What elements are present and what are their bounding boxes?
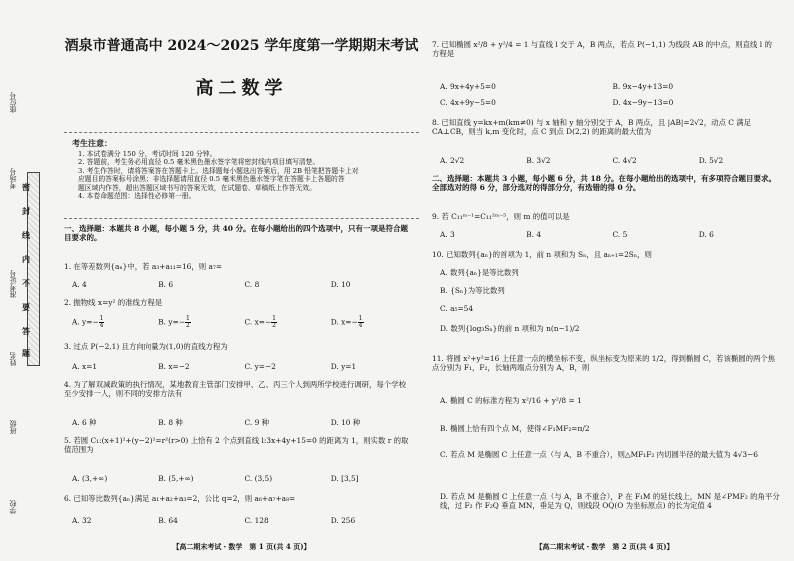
option: C. y=−2 <box>244 362 276 371</box>
question-1: 1. 在等差数列{aₙ}中，若 a₃+a₁₁=16，则 a₇= <box>64 262 223 271</box>
page-one-footer: 【高二期末考试・数学 第 1 页(共 4 页)】 <box>172 542 311 551</box>
question-11-option-a: A. 椭圆 C 的标准方程为 x²/16 + y²/8 = 1 <box>440 396 582 405</box>
seal-word: 内 <box>22 254 30 264</box>
option: A. x=1 <box>72 362 98 371</box>
divider <box>64 218 419 219</box>
question-10-option-c: C. a₅=54 <box>440 304 474 313</box>
question-8-options <box>440 156 785 165</box>
question-4-options <box>72 418 417 427</box>
option: A. 32 <box>72 516 92 525</box>
option: B. y=− $\frac{1}{2}$ <box>158 315 190 329</box>
binding-sidebar <box>0 0 46 561</box>
question-9-options <box>440 230 785 239</box>
question-5: 5. 若圆 C₁:(x+1)²+(y−2)²=r²(r>0) 上恰有 2 个点到直线 l:3x+4y+15=0 的距离为 1，则实数 r 的取值范围为 <box>64 436 409 455</box>
admission-number-field: 准考证号 <box>9 270 17 298</box>
option: B. 8 种 <box>158 418 183 427</box>
option: B. (5,+∞) <box>158 474 194 483</box>
option: A. 4 <box>72 280 87 289</box>
option: A. (3,+∞) <box>72 474 108 483</box>
question-10-option-b: B. {Sₙ}为等比数列 <box>440 286 505 295</box>
question-9: 9. 若 C₁₁ᵐ⁻¹=C₁₁²ᵐ⁻⁵，则 m 的值可以是 <box>432 212 570 221</box>
notice-item: 3. 考生作答时，请将答案答在答题卡上。选择题每小题选出答案后，用 2B 铅笔把答题卡上对 <box>78 166 359 175</box>
option: A. y=− $\frac{1}{4}$ <box>72 315 104 329</box>
option: C. x=− $\frac{1}{2}$ <box>244 315 276 329</box>
question-11-option-d: D. 若点 M 是椭圆 C 上任意一点（与 A，B 不重合），P 在 F₁M 的延长线上，MN 是∠PMF₂ 的角平分线，过 F₂ 作 F₂Q 垂直 MN，垂足为 Q，则线段 OQ(O 为坐标原点) 的长为定值 4 <box>440 492 780 511</box>
notice-item: 2. 答题前，考生务必用直径 0.5 毫米黑色墨水签字笔将密封线内项目填写清楚。 <box>78 158 320 167</box>
option: D. [3,5] <box>330 474 359 483</box>
option: C. 9 种 <box>244 418 270 427</box>
name-field: 姓名 <box>9 352 17 366</box>
seal-word: 题 <box>22 348 30 358</box>
option: D. 5√2 <box>698 156 724 165</box>
notice-title: 考生注意： <box>72 138 112 148</box>
question-3: 3. 过点 P(−2,1) 且方向向量为(1,0)的直线方程为 <box>64 342 228 351</box>
question-3-options <box>72 362 417 371</box>
notice-item: 1. 本试卷满分 150 分，考试时间 120 分钟。 <box>78 150 217 158</box>
exam-room-field: 考场号 <box>9 168 17 189</box>
question-8: 8. 已知直线 y=kx+m(km≠0) 与 x 轴和 y 轴分别交于 A，B 两点，且 |AB|=2√2，动点 C 满足 CA⊥CB，则当 k,m 变化时，点 C 到点 D(2,2) 的距离的最大值为 <box>432 118 752 137</box>
question-7: 7. 已知椭圆 x²/8 + y²/4 = 1 与直线 l 交于 A，B 两点，若点 P(−1,1) 为线段 AB 的中点，则直线 l 的方程是 <box>432 40 772 59</box>
seal-word: 线 <box>22 230 30 240</box>
seal-word: 封 <box>22 206 30 216</box>
seal-word: 不 <box>22 278 30 288</box>
question-7-options-row-1 <box>440 82 785 91</box>
section-one-heading: 一、选择题：本题共 8 小题，每小题 5 分，共 40 分。在每小题给出的四个选项中，只有一项是符合题目要求的。 <box>64 224 409 243</box>
option: B. 4 <box>526 230 542 239</box>
notice-block <box>72 138 412 201</box>
option: A. 6 种 <box>72 418 97 427</box>
question-5-options <box>72 474 417 483</box>
subject-title: 高二数学 <box>195 78 288 99</box>
option: D. 4x−9y−13=0 <box>612 98 674 107</box>
school-field: 学校 <box>9 500 17 514</box>
question-6: 6. 已知等比数列{aₙ}满足 a₁+a₂+a₃=2，公比 q=2，则 a₆+a₇+a₈= <box>64 494 296 503</box>
question-2-options <box>72 316 417 329</box>
option: C. 5 <box>612 230 628 239</box>
option: B. 9x−4y+13=0 <box>612 82 674 91</box>
option: C. 4√2 <box>612 156 637 165</box>
option: B. x=−2 <box>158 362 190 371</box>
notice-item: 4. 本卷命题范围：选择性必修第一册。 <box>78 192 196 201</box>
question-7-options-row-2 <box>440 98 785 107</box>
notice-item: 题区域内作答，超出答题区域书写的答案无效，在试题卷、草稿纸上作答无效。 <box>78 183 316 192</box>
question-4: 4. 为了解双减政策的执行情况，某地教育主管部门安排甲、乙、丙三个人到两所学校进行调研，每个学校至少安排一人，则不同的安排方法有 <box>64 380 406 399</box>
question-11-option-c: C. 若点 M 是椭圆 C 上任意一点（与 A，B 不重合），则△MF₁F₂ 内切圆半径的最大值为 4√3−6 <box>440 450 758 459</box>
option: A. 9x+4y+5=0 <box>440 82 496 91</box>
question-10: 10. 已知数列{aₙ}的首项为 1，前 n 项和为 Sₙ，且 aₙ₊₁=2Sₙ，则 <box>432 250 652 259</box>
option: D. 10 种 <box>330 418 361 427</box>
option: C. (3,5) <box>244 474 273 483</box>
option: A. 3 <box>440 230 455 239</box>
exam-title: 酒泉市普通高中 2024～2025 学年度第一学期期末考试 <box>64 38 419 54</box>
question-2: 2. 抛物线 x=y² 的准线方程是 <box>64 298 163 307</box>
page-one <box>64 0 419 561</box>
page-two <box>432 0 780 561</box>
seat-number-field: 座位号 <box>9 92 17 113</box>
option: D. 256 <box>330 516 356 525</box>
option: D. y=1 <box>330 362 357 371</box>
option: C. 8 <box>244 280 260 289</box>
class-field: 班级 <box>9 420 17 434</box>
option: C. 128 <box>244 516 269 525</box>
option: D. x=− $\frac{1}{4}$ <box>330 315 363 329</box>
question-6-options <box>72 516 417 525</box>
option: B. 6 <box>158 280 174 289</box>
question-10-option-d: D. 数列{log₃Sₙ}的前 n 项和为 n(n−1)/2 <box>440 324 580 333</box>
seal-word: 要 <box>22 302 30 312</box>
option: A. 2√2 <box>440 156 465 165</box>
option: D. 6 <box>698 230 714 239</box>
question-10-option-a: A. 数列{aₙ}是等比数列 <box>440 268 519 277</box>
option: B. 64 <box>158 516 178 525</box>
option: B. 3√2 <box>526 156 551 165</box>
question-11: 11. 将圆 x²+y²=16 上任意一点的横坐标不变，纵坐标变为原来的 1/2，得到椭圆 C，若该椭圆的两个焦点分别为 F₁，F₂，长轴两端点分别为 A，B，则 <box>432 354 776 373</box>
notice-item: 应题目的答案标号涂黑；非选择题请用直径 0.5 毫米黑色墨水签字笔在答题卡上各题的答 <box>78 175 345 184</box>
divider <box>64 132 419 133</box>
page-two-footer: 【高二期末考试・数学 第 2 页(共 4 页)】 <box>535 542 674 551</box>
seal-word: 答 <box>22 326 30 336</box>
option: D. 10 <box>330 280 351 289</box>
question-1-options <box>72 280 417 289</box>
question-11-option-b: B. 椭圆上恰有四个点 M，使得∠F₁MF₂=π/2 <box>440 424 590 433</box>
section-two-heading: 二、选择题：本题共 3 小题，每小题 6 分，共 18 分。在每小题给出的选项中，有多项符合题目要求。全部选对的得 6 分，部分选对的得部分分，有选错的得 0 分。 <box>432 174 777 193</box>
option: C. 4x+9y−5=0 <box>440 98 496 107</box>
seal-word: 密 <box>22 182 30 192</box>
